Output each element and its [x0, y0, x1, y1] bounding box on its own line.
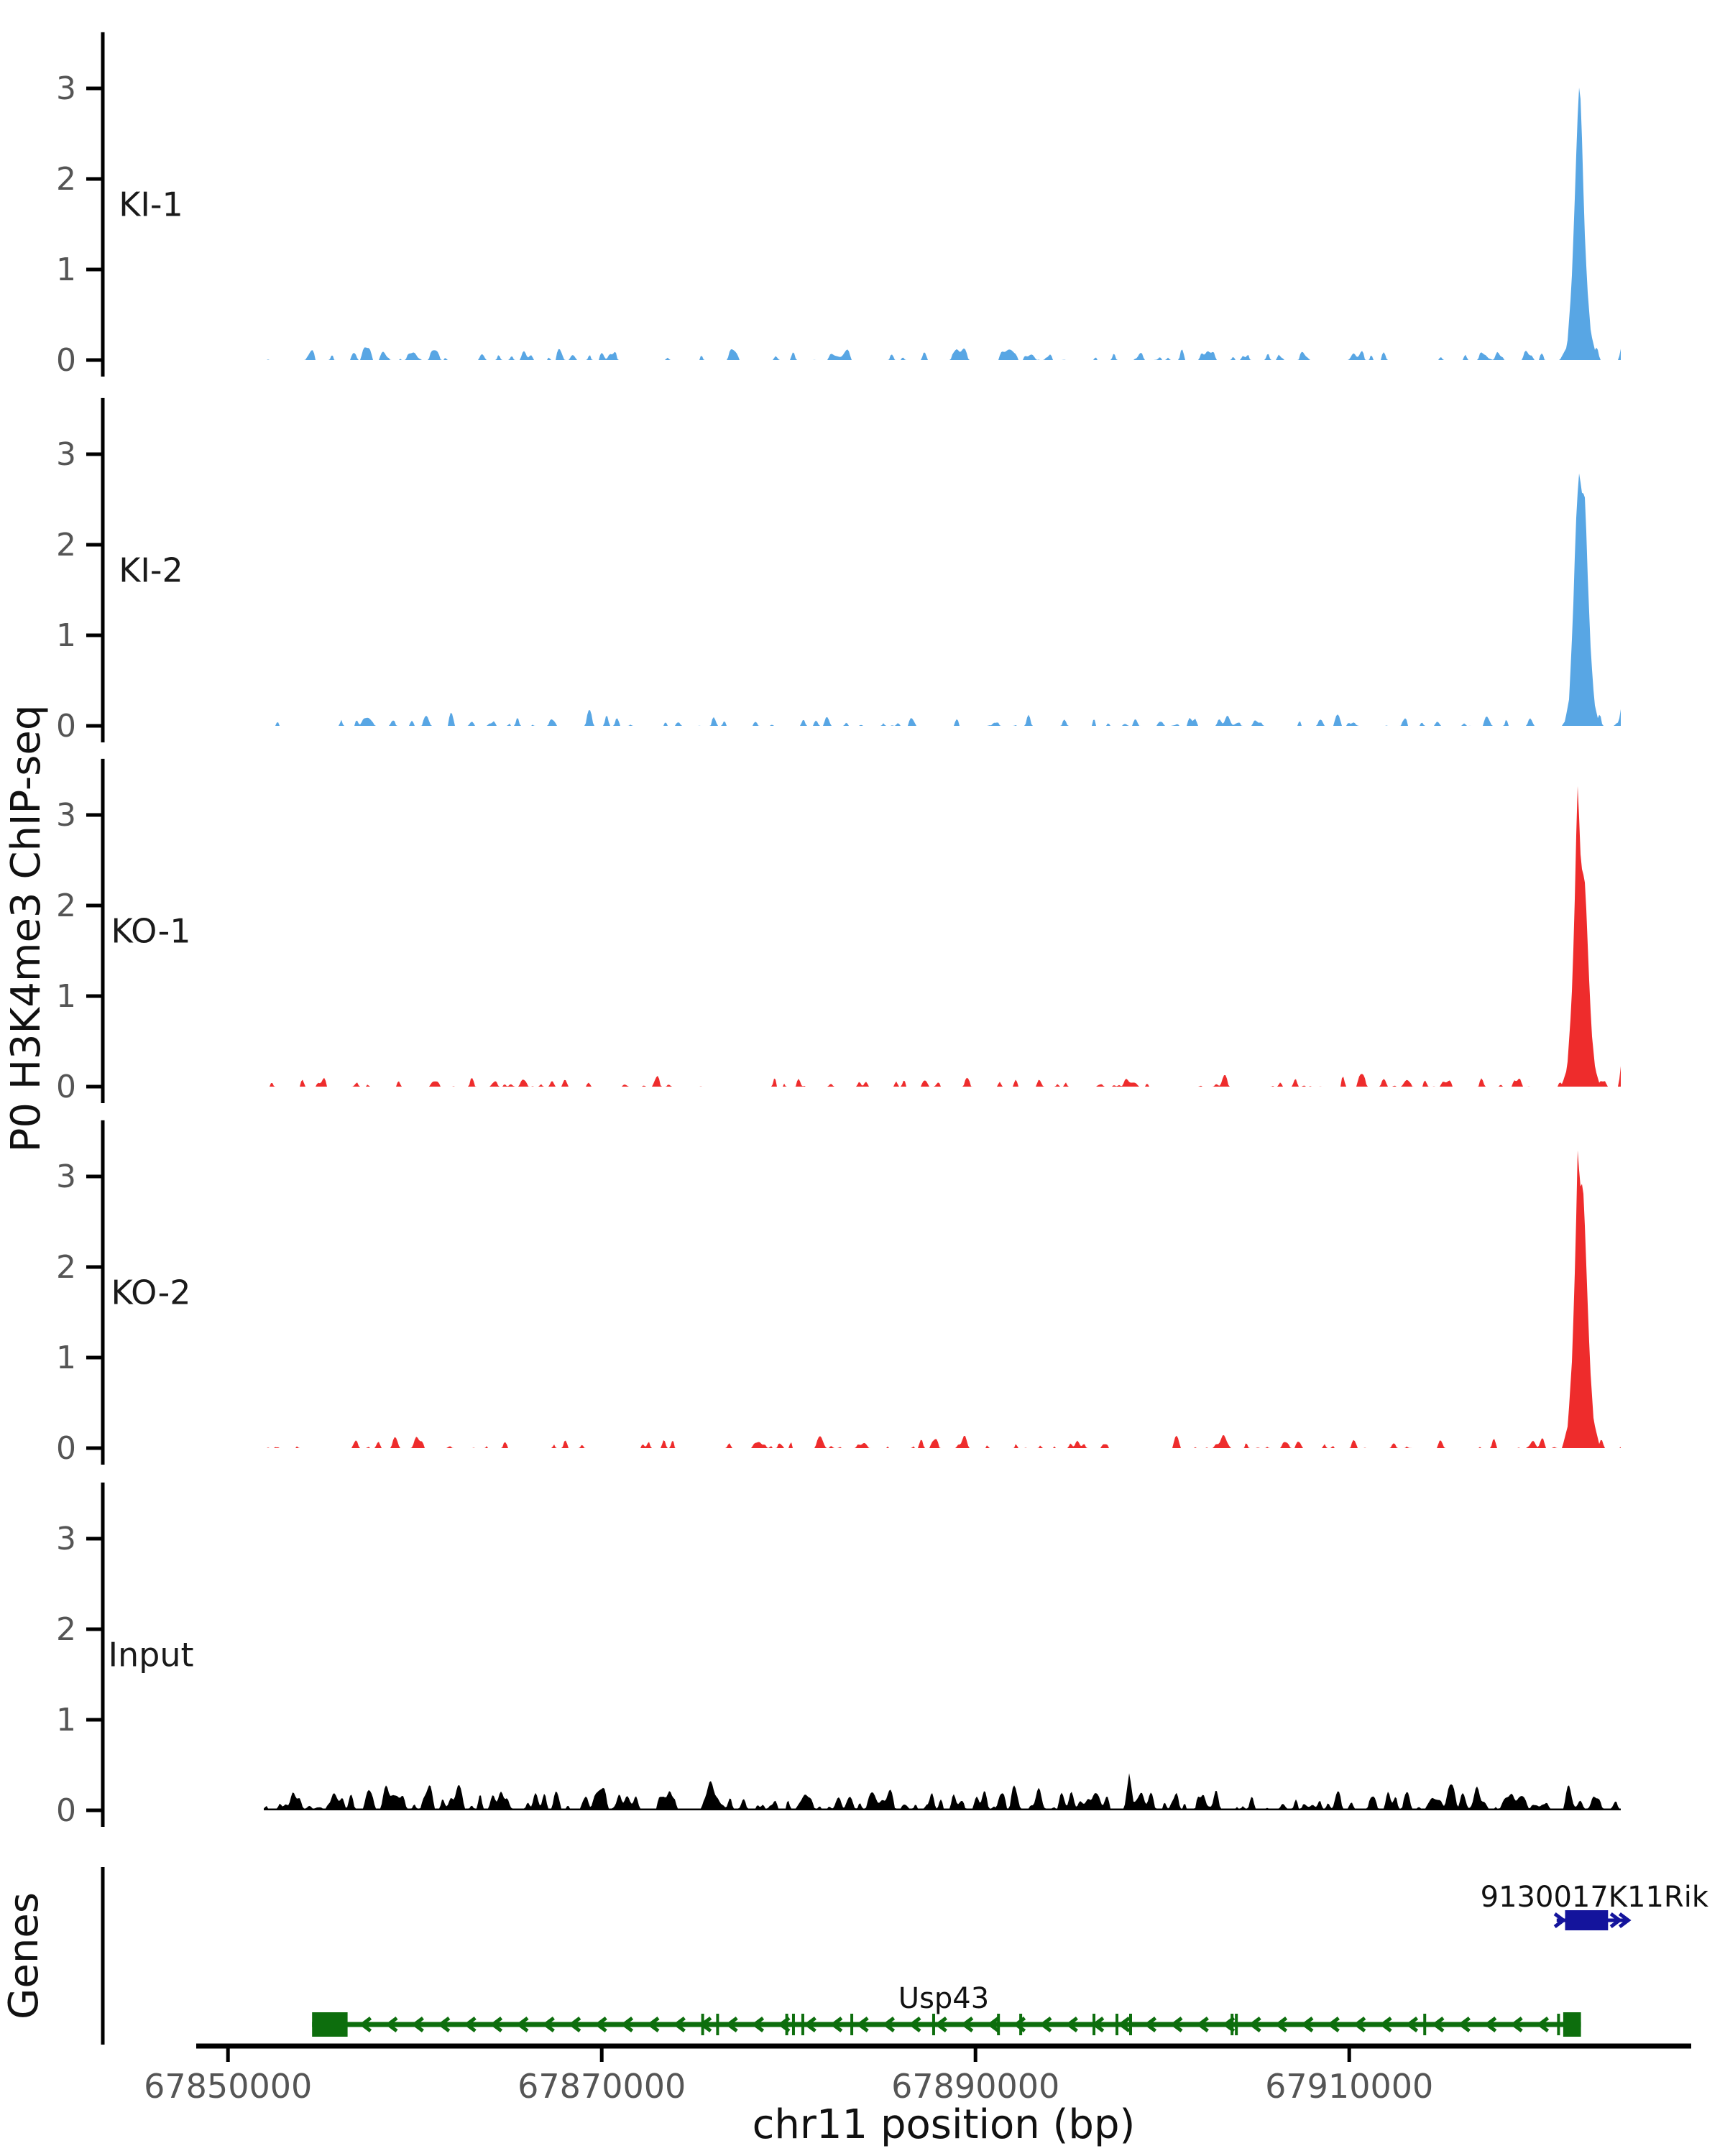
track-label-ki-2: KI-2: [119, 550, 183, 590]
gene-usp43-exon-box: [312, 2012, 347, 2037]
track-ko-1-y-tick-label: 2: [56, 888, 76, 924]
track-label-ko-2: KO-2: [111, 1273, 191, 1312]
track-input-y-tick-label: 2: [56, 1611, 76, 1648]
track-ko-1-y-tick-label: 0: [56, 1069, 76, 1105]
track-input-y-tick-label: 3: [56, 1521, 76, 1557]
track-label-input: Input: [108, 1635, 194, 1674]
track-ki-2-y-tick-label: 1: [56, 617, 76, 654]
track-ki-2-y-tick-label: 2: [56, 527, 76, 563]
gene-rik-label: 9130017K11Rik: [1480, 1881, 1708, 1914]
gene-usp43-exon-box: [1563, 2012, 1581, 2037]
x-tick-label: 67910000: [1265, 2067, 1434, 2106]
track-input-y-tick-label: 1: [56, 1702, 76, 1738]
track-signal-ki-1: [264, 88, 1621, 360]
x-axis-title: chr11 position (bp): [752, 2101, 1136, 2148]
x-tick-label: 67870000: [518, 2067, 686, 2106]
track-ki-1-y-tick-label: 3: [56, 70, 76, 107]
track-ko-2-y-tick-label: 1: [56, 1340, 76, 1376]
track-ki-1-y-tick-label: 1: [56, 252, 76, 288]
track-signal-ko-2: [264, 1151, 1621, 1448]
track-signal-input: [264, 1773, 1621, 1810]
track-label-ki-1: KI-1: [119, 185, 183, 224]
track-signal-ko-1: [264, 786, 1621, 1087]
track-ko-1-y-tick-label: 1: [56, 978, 76, 1015]
gene-usp43-label: Usp43: [898, 1982, 990, 2015]
track-signal-ki-2: [264, 474, 1621, 726]
track-ko-2-y-tick-label: 3: [56, 1158, 76, 1195]
track-input-y-tick-label: 0: [56, 1792, 76, 1829]
genes-panel-label: Genes: [1, 1892, 47, 2019]
track-ki-1-y-tick-label: 2: [56, 161, 76, 198]
track-ki-1-y-tick-label: 0: [56, 342, 76, 379]
track-label-ko-1: KO-1: [111, 911, 191, 951]
track-ki-2-y-tick-label: 0: [56, 708, 76, 745]
x-tick-label: 67850000: [144, 2067, 313, 2106]
track-ko-2-y-tick-label: 0: [56, 1430, 76, 1467]
track-ko-2-y-tick-label: 2: [56, 1249, 76, 1286]
x-tick-label: 67890000: [891, 2067, 1060, 2106]
y-axis-title: P0 H3K4me3 ChIP-seq: [3, 704, 50, 1153]
track-ki-2-y-tick-label: 3: [56, 436, 76, 473]
track-ko-1-y-tick-label: 3: [56, 797, 76, 834]
